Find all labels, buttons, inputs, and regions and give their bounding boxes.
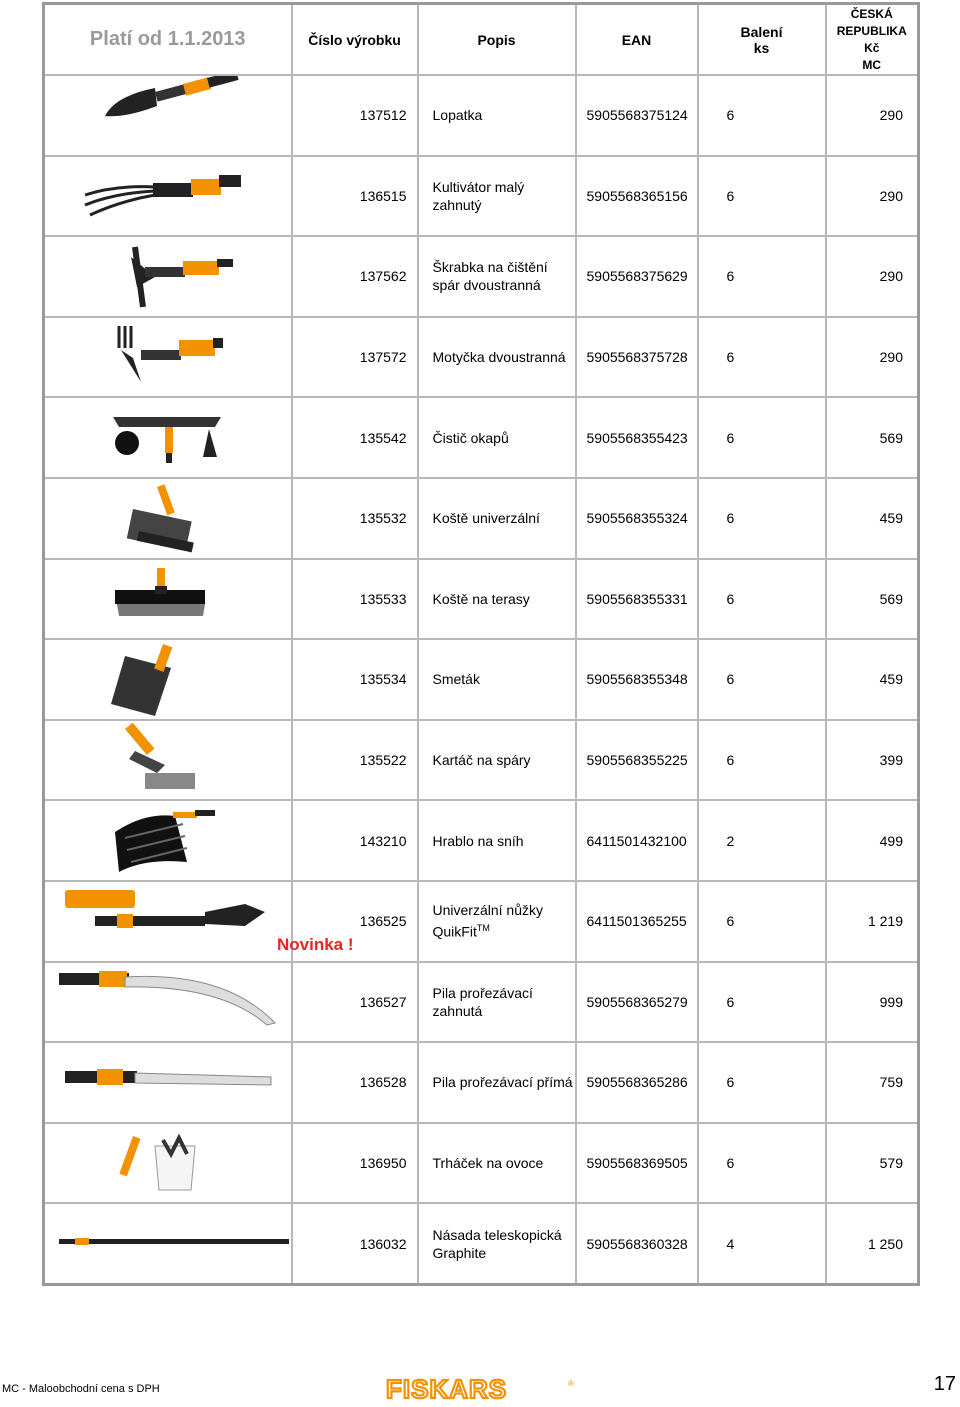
- product-code: 135522: [292, 720, 418, 801]
- product-pack: 6: [698, 559, 826, 640]
- product-code: 135533: [292, 559, 418, 640]
- product-description: [418, 156, 576, 237]
- col-pack-header: [698, 4, 826, 76]
- product-ean: 5905568355423: [576, 397, 698, 478]
- product-description-text: Násada teleskopická Graphite: [432, 1226, 562, 1261]
- col-price-line1: ČESKÁ: [850, 6, 893, 21]
- valid-from-label: Platí od 1.1.2013: [44, 4, 292, 76]
- product-image-cell: [44, 75, 292, 156]
- product-description-text: Čistič okapů: [432, 429, 509, 446]
- product-description-text: Hrablo na sníh: [432, 832, 524, 849]
- product-price: 290: [826, 75, 919, 156]
- pruner-icon: [45, 882, 291, 960]
- product-description-text: Pila prořezávací zahnutá: [432, 984, 533, 1019]
- product-price: 1 219: [826, 881, 919, 962]
- svg-text:®: ®: [568, 1379, 574, 1388]
- product-price: 290: [826, 236, 919, 317]
- curved-saw-icon: [45, 963, 291, 1041]
- product-pack: 6: [698, 156, 826, 237]
- product-code: 136528: [292, 1042, 418, 1123]
- fruit-picker-icon: [45, 1124, 291, 1202]
- table-row: [44, 397, 919, 478]
- fiskars-logo-text: FISKARS: [386, 1376, 508, 1402]
- scraper-icon: [45, 237, 291, 315]
- product-code: 136525: [292, 881, 418, 962]
- product-price: 579: [826, 1123, 919, 1204]
- product-description: [418, 1203, 576, 1284]
- hoe-icon: [45, 318, 291, 396]
- cultivator-icon: [45, 157, 291, 235]
- product-description: [418, 962, 576, 1043]
- product-description-text: Lopatka: [432, 107, 483, 124]
- product-code: 136527: [292, 962, 418, 1043]
- product-price: 290: [826, 156, 919, 237]
- col-price-line4: MC: [862, 57, 882, 72]
- product-price: 569: [826, 397, 919, 478]
- product-image-cell: [44, 720, 292, 801]
- table-row: [44, 881, 919, 962]
- product-description: [418, 1042, 576, 1123]
- product-description: [418, 800, 576, 881]
- product-image-cell: [44, 478, 292, 559]
- gutter-cleaner-icon: [45, 399, 291, 477]
- product-code: 136950: [292, 1123, 418, 1204]
- table-row: [44, 559, 919, 640]
- table-row: [44, 317, 919, 398]
- product-pack: 6: [698, 720, 826, 801]
- product-pack: 6: [698, 478, 826, 559]
- product-description-text: Pila prořezávací přímá: [432, 1074, 573, 1091]
- product-ean: 6411501432100: [576, 800, 698, 881]
- product-description: [418, 881, 576, 962]
- product-description: [418, 720, 576, 801]
- table-row: [44, 478, 919, 559]
- snow-shovel-icon: [45, 802, 291, 880]
- product-ean: 5905568360328: [576, 1203, 698, 1284]
- broom-icon: [45, 479, 291, 557]
- product-ean: 5905568365286: [576, 1042, 698, 1123]
- product-code: 137562: [292, 236, 418, 317]
- product-image-cell: [44, 397, 292, 478]
- product-description-text: Trháček na ovoce: [432, 1155, 544, 1172]
- product-description: [418, 478, 576, 559]
- product-description: [418, 1123, 576, 1204]
- product-pack: 6: [698, 639, 826, 720]
- product-pack: 6: [698, 75, 826, 156]
- product-code: 135534: [292, 639, 418, 720]
- product-image-cell: [44, 1042, 292, 1123]
- col-pack-line2: ks: [753, 39, 770, 56]
- table-row: [44, 962, 919, 1043]
- product-description: [418, 397, 576, 478]
- product-pack: 6: [698, 236, 826, 317]
- product-code: 136515: [292, 156, 418, 237]
- product-price: 999: [826, 962, 919, 1043]
- sweeper-icon: [45, 640, 291, 718]
- product-description-text: Koště univerzální: [432, 510, 540, 527]
- product-ean: 5905568355324: [576, 478, 698, 559]
- table-row: [44, 1042, 919, 1123]
- table-row: [44, 75, 919, 156]
- product-price: 459: [826, 639, 919, 720]
- product-code: 137512: [292, 75, 418, 156]
- product-ean: 6411501365255: [576, 881, 698, 962]
- product-code: 135542: [292, 397, 418, 478]
- product-description: [418, 75, 576, 156]
- product-description-text: Motyčka dvoustranná: [432, 349, 566, 366]
- product-pack: 6: [698, 962, 826, 1043]
- table-header: [44, 4, 919, 76]
- product-code: 137572: [292, 317, 418, 398]
- col-code-header: Číslo výrobku: [292, 4, 418, 76]
- product-image-cell: [44, 317, 292, 398]
- product-description: [418, 559, 576, 640]
- product-code: 135532: [292, 478, 418, 559]
- col-pack-line1: Balení: [740, 23, 783, 40]
- product-ean: 5905568375728: [576, 317, 698, 398]
- product-price: 399: [826, 720, 919, 801]
- product-pack: 6: [698, 317, 826, 398]
- product-description: [418, 317, 576, 398]
- product-image-cell: [44, 1203, 292, 1284]
- product-ean: 5905568375629: [576, 236, 698, 317]
- new-badge: Novinka !: [277, 934, 354, 954]
- product-image-cell: [44, 156, 292, 237]
- product-ean: 5905568369505: [576, 1123, 698, 1204]
- product-image-cell: [44, 639, 292, 720]
- table-row: [44, 639, 919, 720]
- table-row: [44, 1203, 919, 1284]
- col-ean-header: EAN: [576, 4, 698, 76]
- product-pack: 6: [698, 1042, 826, 1123]
- product-price: 569: [826, 559, 919, 640]
- col-desc-header: Popis: [418, 4, 576, 76]
- col-price-header: [826, 4, 919, 76]
- product-ean: 5905568355331: [576, 559, 698, 640]
- joint-brush-icon: [45, 721, 291, 799]
- product-ean: 5905568355225: [576, 720, 698, 801]
- product-image-cell: [44, 962, 292, 1043]
- product-description-text: Smeták: [432, 671, 480, 688]
- product-pack: 2: [698, 800, 826, 881]
- product-ean: 5905568375124: [576, 75, 698, 156]
- table-row: [44, 236, 919, 317]
- product-price: 499: [826, 800, 919, 881]
- product-description: [418, 236, 576, 317]
- price-table: [42, 2, 920, 1286]
- product-description-text: Kultivátor malý zahnutý: [432, 178, 525, 213]
- product-price: 759: [826, 1042, 919, 1123]
- trademark-sup: TM: [476, 923, 490, 934]
- col-price-line3: Kč: [864, 40, 880, 55]
- product-image-cell: [44, 236, 292, 317]
- product-ean: 5905568365156: [576, 156, 698, 237]
- product-image-cell: [44, 800, 292, 881]
- page-number: 17: [933, 1373, 956, 1395]
- product-image-cell: [44, 559, 292, 640]
- product-image-cell: [44, 1123, 292, 1204]
- straight-saw-icon: [45, 1043, 291, 1121]
- product-image-cell: [44, 881, 354, 962]
- col-price-line2: REPUBLIKA: [836, 23, 907, 38]
- product-description-text: Škrabka na čištění spár dvoustranná: [432, 259, 548, 294]
- product-description-text: Univerzální nůžky QuikFit: [432, 902, 543, 941]
- table-row: [44, 720, 919, 801]
- table-row: [44, 156, 919, 237]
- product-price: 1 250: [826, 1203, 919, 1284]
- product-pack: 6: [698, 881, 826, 962]
- product-code: 136032: [292, 1203, 418, 1284]
- trowel-icon: [45, 76, 291, 154]
- product-description: [418, 639, 576, 720]
- terrace-broom-icon: [45, 560, 291, 638]
- product-description-text: Koště na terasy: [432, 590, 530, 607]
- table-row: [44, 800, 919, 881]
- footer-note: MC - Maloobchodní cena s DPH: [2, 1383, 160, 1395]
- product-price: 459: [826, 478, 919, 559]
- product-pack: 4: [698, 1203, 826, 1284]
- product-price: 290: [826, 317, 919, 398]
- product-pack: 6: [698, 1123, 826, 1204]
- telescopic-shaft-icon: [45, 1205, 291, 1283]
- product-description-text: Kartáč na spáry: [432, 752, 531, 769]
- product-code: 143210: [292, 800, 418, 881]
- product-ean: 5905568365279: [576, 962, 698, 1043]
- product-ean: 5905568355348: [576, 639, 698, 720]
- table-row: [44, 1123, 919, 1204]
- fiskars-logo: [386, 1376, 576, 1407]
- product-pack: 6: [698, 397, 826, 478]
